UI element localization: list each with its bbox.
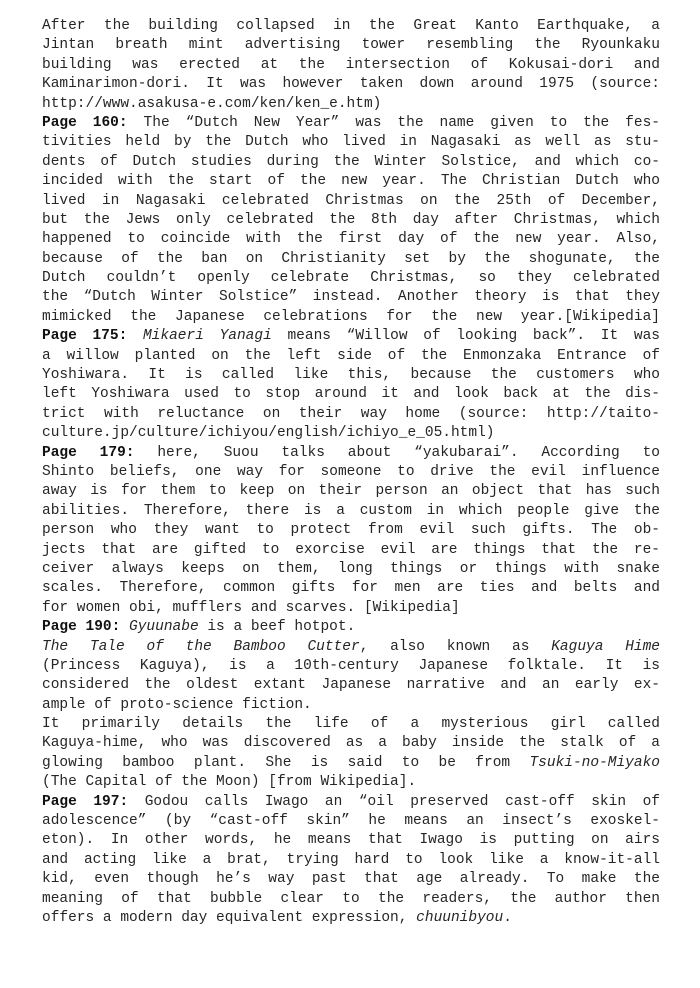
text-line [42,696,660,715]
text-line [42,424,660,443]
text-line [42,347,660,366]
text-segment: Jintan breath mint advertising tower resembling the Ryounkaku [42,37,660,54]
text-segment: (The Capital of the Moon) [from Wikipedia]. [42,774,417,791]
text-segment: here, Suou talks about “yakubarai”. According to [134,444,660,461]
text-line [42,812,660,831]
text-line [42,114,660,133]
text-segment: The “Dutch New Year” was the name given to the fes- [127,114,660,131]
text-line [42,95,660,114]
text-segment: ample of proto-science fiction. [42,696,312,713]
text-line [42,405,660,424]
text-segment: person who they want to protect from evil such gifts. The ob- [42,522,660,539]
text-segment: scales. Therefore, common gifts for men are ties and belts and [42,580,660,597]
text-segment: After the building collapsed in the Great Kanto Earthquake, a [42,18,660,34]
text-segment: adolescence” (by “cast-off skin” he means an insect’s exoskel- [42,813,660,830]
text-line [42,327,660,346]
text-segment: building was erected at the intersection of Kokusai-dori and [42,56,660,73]
text-line [42,560,660,579]
text-segment: Godou calls Iwago an “oil preserved cast-off skin of [128,793,660,810]
page-reference-label: Page 175: [42,328,128,345]
text-line [42,211,660,230]
text-line [42,56,660,75]
text-segment: tivities held by the Dutch who lived in Nagasaki as well as stu- [42,134,660,151]
text-line [42,715,660,734]
text-segment: , also known as [359,638,552,655]
text-segment: the “Dutch Winter Solstice” instead. Another theory is that they [42,289,660,306]
text-line [42,870,660,889]
text-line [42,269,660,288]
text-line [42,153,660,172]
page-reference-label: Page 197: [42,793,129,810]
text-segment: is a beef hotpot. [198,619,356,636]
text-segment: Yoshiwara. It is called like this, because the customers who [42,367,660,384]
text-segment: http://www.asakusa-e.com/ken/ken_e.htm) [42,95,382,112]
text-line [42,308,660,327]
page-reference-label: Page 160: [42,114,128,131]
text-segment [120,619,129,635]
text-segment: jects that are gifted to exorcise evil are things that the re- [42,541,660,558]
text-segment: . [503,909,512,926]
italic-term: Tsuki-no-Miyako [529,754,660,771]
text-line [42,385,660,404]
text-line [42,288,660,307]
text-line [42,521,660,540]
text-segment: eton). In other words, he means that Iwago is putting on airs [42,832,660,849]
text-segment: mimicked the Japanese celebrations for the new year.[Wikipedia] [42,308,660,325]
text-segment: (Princess Kaguya), is a 10th-century Japanese folktale. It is [42,657,660,674]
page-reference-label: Page 190: [42,619,121,636]
text-line [42,831,660,850]
text-line [42,579,660,598]
text-line [42,366,660,385]
page-reference-label: Page 179: [42,444,135,461]
text-segment: Kaguya-hime, who was discovered as a baby inside the stalk of a [42,735,660,752]
text-line [42,444,660,463]
text-segment: Kaminarimon-dori. It was however taken down around 1975 (source: [42,76,660,93]
text-segment: left Yoshiwara used to stop around it and look back at the dis- [42,386,660,403]
text-line [42,230,660,249]
text-line [42,890,660,909]
text-segment: glowing bamboo plant. She is said to be from [42,754,530,771]
text-segment: culture.jp/culture/ichiyou/english/ichiyo_e_05.html) [42,425,495,442]
text-line [42,773,660,792]
text-line [42,541,660,560]
text-segment: for women obi, mufflers and scarves. [Wikipedia] [42,599,460,616]
text-line [42,502,660,521]
text-segment: means “Willow of looking back”. It was [271,328,660,345]
text-line [42,599,660,618]
text-segment: and acting like a brat, trying hard to look like a know-it-all [42,851,660,868]
italic-term: The Tale of the Bamboo Cutter [42,638,360,655]
text-segment: because of the ban on Christianity set by the shogunate, the [42,250,660,267]
text-line [42,17,660,36]
text-segment: Shinto beliefs, one way for someone to drive the evil influence [42,463,660,480]
text-line [42,676,660,695]
text-segment: kid, even though he’s way past that age already. To make the [42,871,660,888]
text-segment: a willow planted on the left side of the Enmonzaka Entrance of [42,347,660,364]
text-line [42,909,660,928]
text-line [42,133,660,152]
text-segment: trict with reluctance on their way home (source: http://taito- [42,405,660,422]
text-segment: away is for them to keep on their person an object that has such [42,483,660,500]
text-line [42,754,660,773]
text-segment: but the Jews only celebrated the 8th day after Christmas, which [42,211,660,228]
text-segment: dents of Dutch studies during the Winter Solstice, and which co- [42,153,660,170]
text-segment: It primarily details the life of a mysterious girl called [42,716,660,733]
italic-term: Mikaeri Yanagi [142,328,272,345]
text-segment: offers a modern day equivalent expression, [42,909,417,926]
text-line [42,192,660,211]
text-segment: lived in Nagasaki celebrated Christmas on the 25th of December, [42,192,660,209]
text-segment: ceiver always keeps on them, long things or things with snake [42,560,660,577]
text-line [42,482,660,501]
text-line [42,250,660,269]
text-line [42,75,660,94]
document-page [42,17,660,928]
text-segment: Dutch couldn’t openly celebrate Christmas, so they celebrated [42,270,660,287]
text-line [42,638,660,657]
text-line [42,618,660,637]
text-segment: happened to coincide with the first day of the new year. Also, [42,231,660,248]
text-segment: incided with the start of the new year. The Christian Dutch who [42,173,660,190]
text-line [42,463,660,482]
text-line [42,172,660,191]
text-segment: considered the oldest extant Japanese narrative and an early ex- [42,677,660,694]
text-line [42,793,660,812]
italic-term: Kaguya Hime [551,638,660,655]
text-line [42,734,660,753]
text-segment: abilities. Therefore, there is a custom in which people give the [42,502,660,519]
italic-term: Gyuunabe [129,619,199,636]
text-segment [127,328,143,344]
text-line [42,657,660,676]
italic-term: chuunibyou [416,909,504,926]
text-line [42,851,660,870]
text-segment: meaning of that bubble clear to the readers, the author then [42,890,660,907]
text-line [42,36,660,55]
